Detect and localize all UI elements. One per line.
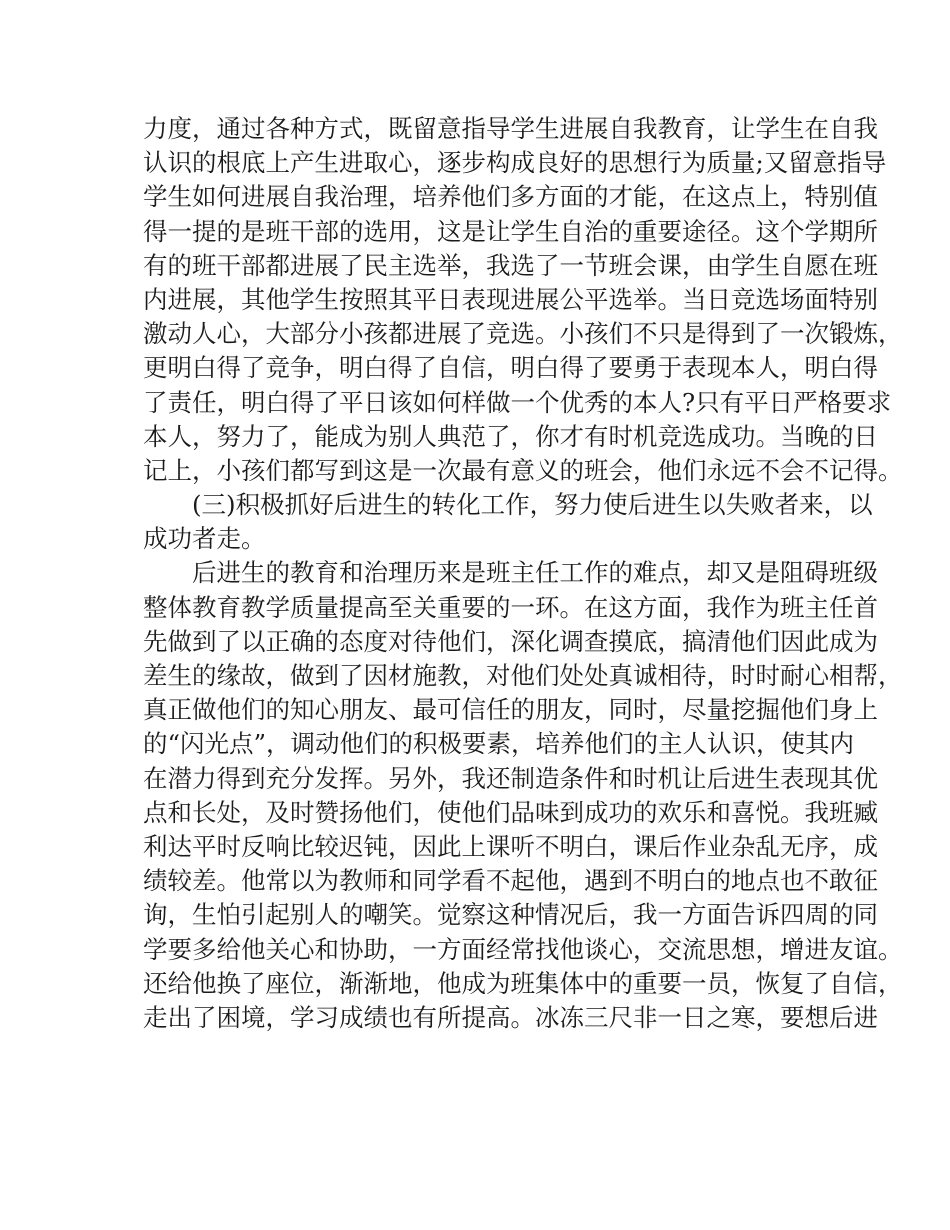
text-line: 整体教育教学质量提高至关重要的一环。在这方面，我作为班主任首: [143, 592, 878, 622]
text-line: 绩较差。他常以为教师和同学看不起他，遇到不明白的地点也不敢征: [143, 866, 878, 896]
text-line: 的“闪光点”，调动他们的积极要素，培养他们的主人认识，使其内: [143, 729, 855, 759]
text-line: 先做到了以正确的态度对待他们，深化调查摸底，搞清他们因此成为: [143, 626, 878, 656]
text-line: (三)积极抓好后进生的转化工作，努力使后进生以失败者来，以: [143, 490, 873, 520]
text-line: 认识的根底上产生进取心，逐步构成良好的思想行为质量;又留意指导: [143, 148, 887, 178]
text-line: 成功者走。: [143, 524, 266, 554]
text-line: 点和长处，及时赞扬他们，使他们品味到成功的欢乐和喜悦。我班臧: [143, 797, 878, 827]
text-line: 更明白得了竞争，明白得了自信，明白得了要勇于表现本人，明白得: [143, 353, 878, 383]
text-line: 还给他换了座位，渐渐地，他成为班集体中的重要一员，恢复了自信，: [143, 968, 903, 998]
text-line: 了责任，明白得了平日该如何样做一个优秀的本人?只有平日严格要求: [143, 387, 892, 417]
text-line: 激动人心，大部分小孩都进展了竞选。小孩们不只是得到了一次锻炼，: [143, 319, 903, 349]
text-line: 利达平时反响比较迟钝，因此上课听不明白，课后作业杂乱无序，成: [143, 831, 878, 861]
text-line: 有的班干部都进展了民主选举，我选了一节班会课，由学生自愿在班: [143, 250, 878, 280]
text-line: 本人，努力了，能成为别人典范了，你才有时机竞选成功。当晚的日: [143, 421, 878, 451]
body-text: [143, 112, 903, 1035]
text-line: 学生如何进展自我治理，培养他们多方面的才能，在这点上，特别值: [143, 182, 878, 212]
text-line: 后进生的教育和治理历来是班主任工作的难点，却又是阻碍班级: [143, 558, 878, 588]
text-line: 内进展，其他学生按照其平日表现进展公平选举。当日竞选场面特别: [143, 284, 878, 314]
text-line: 力度，通过各种方式，既留意指导学生进展自我教育，让学生在自我: [143, 114, 878, 143]
text-line: 在潜力得到充分发挥。另外，我还制造条件和时机让后进生表现其优: [143, 763, 878, 793]
text-line: 走出了困境，学习成绩也有所提高。冰冻三尺非一日之寒，要想后进: [143, 1002, 878, 1032]
text-line: 得一提的是班干部的选用，这是让学生自治的重要途径。这个学期所: [143, 216, 878, 246]
text-line: 记上，小孩们都写到这是一次最有意义的班会，他们永远不会不记得。: [143, 455, 903, 485]
text-line: 差生的缘故，做到了因材施教，对他们处处真诚相待，时时耐心相帮，: [143, 661, 903, 690]
text-line: 学要多给他关心和协助，一方面经常找他谈心，交流思想，增进友谊。: [143, 934, 903, 964]
text-line: 真正做他们的知心朋友、最可信任的朋友，同时，尽量挖掘他们身上: [143, 695, 878, 725]
text-line: 询，生怕引起别人的嘲笑。觉察这种情况后，我一方面告诉四周的同: [143, 900, 878, 930]
